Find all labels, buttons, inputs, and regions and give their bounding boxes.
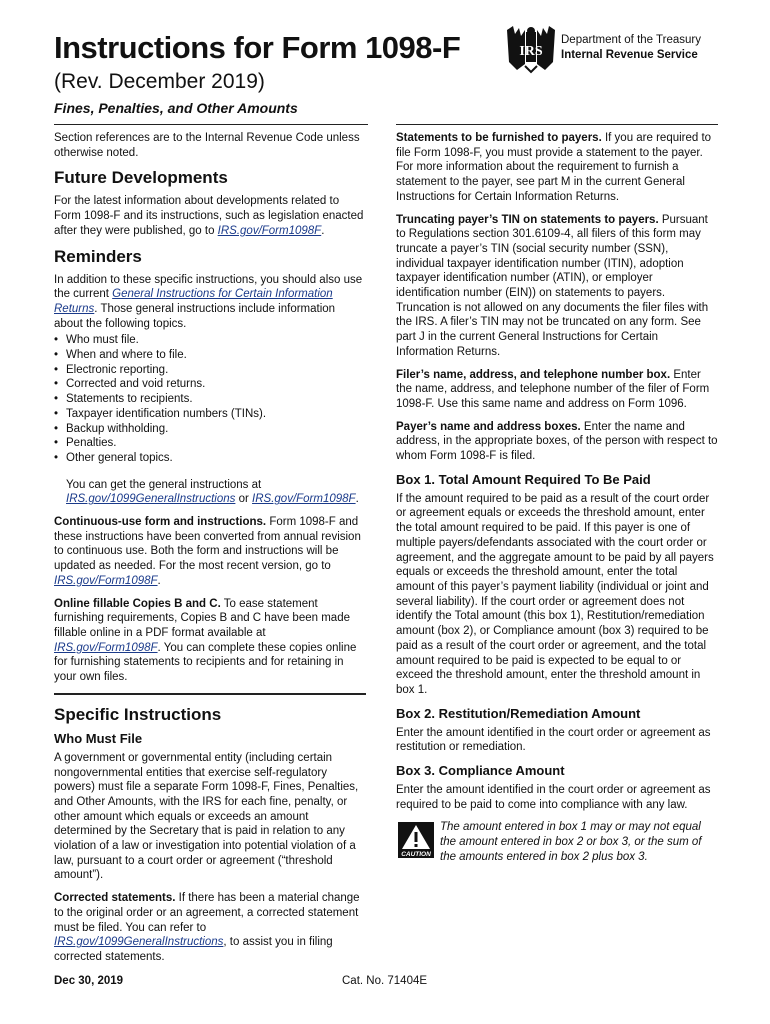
box1-text: If the amount required to be paid as a result of the court order or agreement equals or exceeds the threshold amount, enter the total amount required to be paid. If this payer is one of multiple payers/defendants associated with the court order or agreement, and the aggregate amount to be paid by all payers equals or exceeds the threshold amount, enter the total amount of this payer’s payment liability (individual or joint and several liability). If the court order or agreement does not identify the Total amount (this box 1), Restitution/remediation amount (box 2), or Compliance amount (box 3) required to be paid as a result of the court order or agreement, and the total amount required to be paid is expected to be equal to or exceed the threshold amount, enter the threshold amount in box 1. (396, 492, 714, 696)
list-item: • Taxpayer identification numbers (TINs). (54, 407, 366, 422)
who-must-file-heading: Who Must File (54, 730, 143, 746)
box3-text: Enter the amount identified in the court order or agreement as required to be paid to come into compliance with any law. (396, 784, 711, 811)
corrected-statements-paragraph: Corrected statements. If there has been a material change to the original order or an agreement, a corrected statement must be filed. You can refer to IRS.gov/1099GeneralInstructions, to assist you in filing corrected statements. (54, 892, 360, 963)
form1098f-url-link[interactable]: IRS.gov/Form1098F (252, 493, 356, 506)
catalog-number: Cat. No. 71404E (342, 975, 428, 987)
fillable-copies-link[interactable]: IRS.gov/Form1098F (54, 641, 158, 654)
who-must-file-text: A government or governmental entity (including certain nongovernmental entities that exercise self-regulatory powers) must file a separate Form 1098-F, Fines, Penalties, and Other Amounts, with the IRS for each fine, penalty, or other amount which equals or exceeds an amount determined by the Secretary that is paid in relation to any violation of a law or investigation into potential violation of a law, pursuant to a court order or agreement (“threshold amount”). (54, 751, 359, 882)
fillable-copies-paragraph: Online fillable Copies B and C. To ease statement furnishing requirements, Copies B and C have been made fillable online in a PDF format available at IRS.gov/Form1098F. You can complete these copies online for furnishing statements to recipients and for retaining in your own files. (54, 597, 357, 684)
topics-list (54, 333, 366, 465)
caution-icon (398, 822, 434, 858)
truncating-paragraph: Truncating payer’s TIN on statements to payers. Pursuant to Regulations section 301.6109-4, all filers of this form may truncate a payer’s TIN (social security number (SSN), individual taxpayer identification number (ITIN), adoption taxpayer identification number (ATIN), or employer identification number (EIN)) on statements to payers. Truncation is not allowed on any documents the filer files with the IRS. A filer’s TIN may not be truncated on any form. See part J in the current General Instructions for Certain Information Returns. (396, 213, 709, 358)
general-instructions-text: You can get the general instructions at IRS.gov/1099GeneralInstructions or IRS.gov/Form1098F. (66, 478, 359, 506)
statements-paragraph: Statements to be furnished to payers. If you are required to file Form 1098-F, you must provide a statement to the payer. For more information about the requirement to furnish a statement to the payer, see part M in the current General Instructions for Certain Information Returns. (396, 132, 712, 203)
continuous-use-link[interactable]: IRS.gov/Form1098F (54, 574, 158, 587)
page-subtitle: Fines, Penalties, and Other Amounts (54, 100, 298, 116)
page-title: Instructions for Form 1098-F (54, 30, 461, 65)
department-label (561, 33, 701, 62)
irs-eagle-logo-icon (503, 24, 559, 74)
caution-note (396, 820, 718, 864)
left-title-rule (54, 124, 368, 125)
list-item: • Other general topics. (54, 451, 366, 466)
irs-form1098f-link[interactable]: IRS.gov/Form1098F (217, 224, 322, 237)
list-item: • Backup withholding. (54, 422, 366, 437)
list-item: • Penalties. (54, 436, 366, 451)
box2-heading: Box 2. Restitution/Remediation Amount (396, 705, 641, 721)
box2-text: Enter the amount identified in the court order or agreement as restitution or remediation. (396, 726, 711, 754)
future-developments-heading: Future Developments (54, 168, 228, 188)
specific-instructions-heading: Specific Instructions (54, 704, 222, 724)
right-column (396, 131, 718, 865)
filer-box-paragraph: Filer’s name, address, and telephone number box. Enter the name, address, and telephone number of the filer of Form 1098-F. Use this same name and address on Form 1096. (396, 368, 710, 410)
revision-date: (Rev. December 2019) (54, 70, 265, 93)
left-column (54, 131, 366, 973)
box1-heading: Box 1. Total Amount Required To Be Paid (396, 471, 651, 487)
right-title-rule (396, 124, 718, 125)
box3-heading: Box 3. Compliance Amount (396, 763, 565, 779)
intro-text: Section references are to the Internal Revenue Code unless otherwise noted. (54, 132, 360, 159)
list-item: • Electronic reporting. (54, 363, 366, 378)
reminders-text: In addition to these specific instructions, you should also use the current General Instructions for Certain Information Returns. Those general instructions include information about the following topics. (54, 273, 363, 330)
list-item: • When and where to file. (54, 348, 366, 363)
general-instructions-url-link[interactable]: IRS.gov/1099GeneralInstructions (66, 493, 236, 506)
svg-text:IRS: IRS (519, 44, 543, 59)
general-instructions-link[interactable]: General Instructions for Certain Information Returns (54, 288, 333, 315)
list-item: • Who must file. (54, 333, 366, 348)
list-item: • Corrected and void returns. (54, 377, 366, 392)
caution-text: The amount entered in box 1 may or may not equal the amount entered in box 2 or box 3, or the sum of the amounts entered in box 2 plus box 3. (440, 821, 702, 863)
caution-label: CAUTION (401, 851, 431, 859)
reminders-heading: Reminders (54, 246, 142, 266)
list-item: • Statements to recipients. (54, 392, 366, 407)
agency-line: Internal Revenue Service (561, 48, 698, 61)
footer-date: Dec 30, 2019 (54, 975, 124, 987)
future-developments-text: For the latest information about developments related to Form 1098-F and its instructions, such as legislation enacted after they were published, go to IRS.gov/Form1098F. (54, 195, 364, 237)
section-divider (54, 693, 366, 695)
continuous-use-paragraph: Continuous-use form and instructions. Form 1098-F and these instructions have been converted from annual revision to continuous use. Both the form and instructions will be updated as needed. For the most recent version, go to IRS.gov/Form1098F. (54, 516, 361, 587)
department-line: Department of the Treasury (561, 34, 701, 46)
corrected-statements-link[interactable]: IRS.gov/1099GeneralInstructions (54, 936, 224, 949)
payer-box-paragraph: Payer’s name and address boxes. Enter the name and address, in the appropriate boxes, of the person with respect to whom Form 1098-F is filed. (396, 420, 718, 463)
